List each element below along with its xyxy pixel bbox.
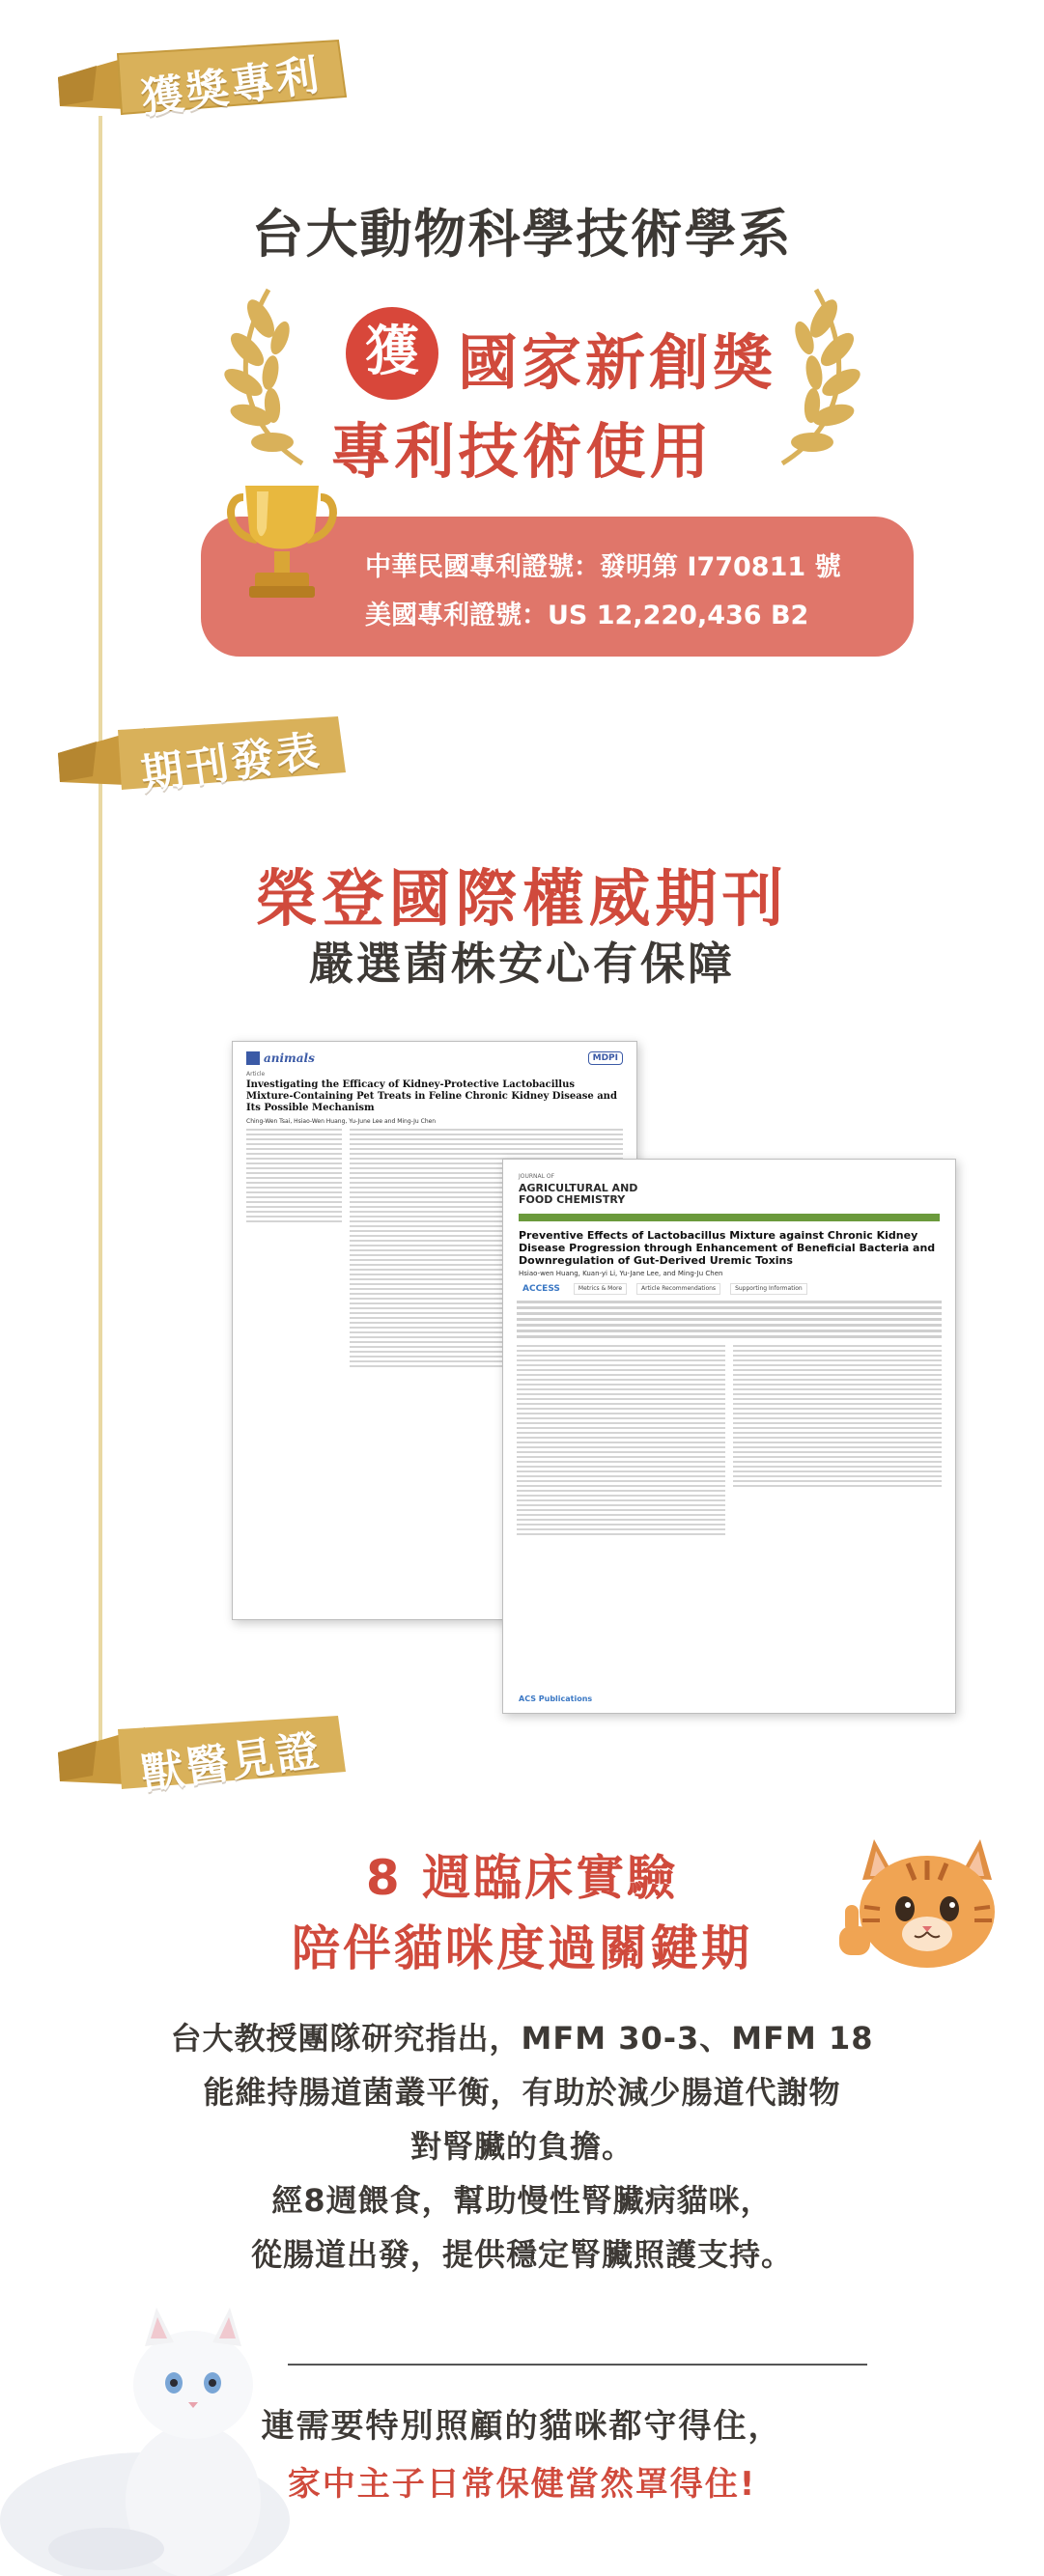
paper-access-bar: ACCESS Metrics & More Article Recommendations Supporting Information	[503, 1277, 955, 1295]
section-tag-journal	[39, 714, 357, 798]
award-badge-circle: 獲	[346, 307, 438, 400]
paper-authors: Hsiao-wen Huang, Kuan-yi Li, Yu-Jane Lee, and Ming-Ju Chen	[519, 1270, 723, 1277]
clinical-title-line1: 8 週臨床實驗	[365, 1850, 679, 1906]
section-tag-vet	[39, 1714, 357, 1800]
section-tag-patent	[39, 39, 357, 125]
tag-label: 獲獎專利	[137, 50, 325, 125]
closing-line1: 連需要特別照顧的貓咪都守得住，	[261, 2407, 783, 2446]
journal-color-band	[519, 1214, 940, 1221]
body-line: 對腎臟的負擔。	[409, 2128, 634, 2165]
publisher-logo-acs: ACS Publications	[519, 1694, 593, 1703]
patent-us-number: 美國專利證號：US 12,220,436 B2	[365, 601, 809, 630]
paper-abstract	[503, 1295, 955, 1338]
body-line: 台大教授團隊研究指出，MFM 30-3、MFM 18	[170, 2020, 874, 2057]
journal-logo-animals: animals	[246, 1051, 315, 1065]
paper-jafc	[502, 1159, 956, 1714]
award-row	[0, 307, 1044, 404]
clinical-title-line2: 陪伴貓咪度過關鍵期	[292, 1920, 752, 1976]
paper-body-text	[503, 1341, 955, 1538]
closing-line2: 家中主子日常保健當然罩得住!	[287, 2465, 757, 2504]
paper-title: Investigating the Efficacy of Kidney-Protective Lactobacillus Mixture-Containing Pet Treats in Feline Chronic Kidney Disease and Its Possible Mechanism	[246, 1079, 617, 1113]
body-line: 從腸道出發，提供穩定腎臟照護支持。	[250, 2236, 793, 2273]
journal-title: 榮登國際權威期刊	[255, 864, 789, 936]
department-name: 台大動物科學技術學系	[251, 204, 793, 265]
journal-logo-jafc: JOURNAL OF AGRICULTURAL AND FOOD CHEMISTRY	[519, 1173, 638, 1206]
vet-body-text	[0, 2011, 1044, 2282]
award-title: 國家新創獎	[458, 327, 777, 398]
journal-subtitle: 嚴選菌株安心有保障	[309, 938, 735, 990]
tag-label: 期刊發表	[137, 726, 325, 800]
publisher-logo-mdpi: MDPI	[588, 1051, 623, 1065]
divider-line	[288, 2364, 867, 2366]
patent-tw-number: 中華民國專利證號：發明第 I770811 號	[365, 552, 841, 582]
tag-label: 獸醫見證	[137, 1725, 325, 1800]
tabby-cat-thumbs-up-icon	[835, 1820, 1009, 1984]
paper-title: Preventive Effects of Lactobacillus Mixture against Chronic Kidney Disease Progression through Enhancement of Beneficial Bacteria and Downregulation of Gut-Derived Uremic Toxins	[519, 1229, 936, 1267]
paper-type: Article	[246, 1071, 266, 1078]
body-line: 經8週餵食，幫助慢性腎臟病貓咪，	[271, 2182, 773, 2219]
body-line: 能維持腸道菌叢平衡，有助於減少腸道代謝物	[203, 2074, 841, 2111]
award-subtitle: 專利技術使用	[330, 416, 714, 487]
paper-authors: Ching-Wen Tsai, Hsiao-Wen Huang, Yu-June Lee and Ming-Ju Chen	[246, 1118, 437, 1125]
trophy-icon	[224, 480, 340, 605]
